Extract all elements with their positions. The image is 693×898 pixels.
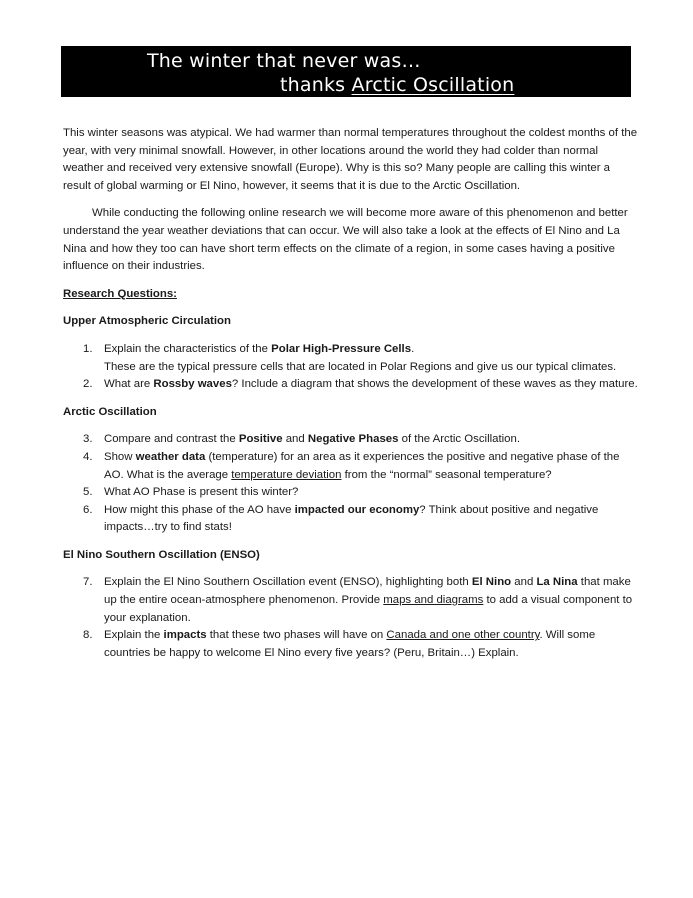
title-prefix: thanks <box>280 74 352 96</box>
question-number: 1. <box>83 342 93 355</box>
text: that these two phases will have on <box>206 629 387 642</box>
question-number: 5. <box>83 486 93 499</box>
question-number: 2. <box>83 378 93 391</box>
text: What are <box>104 378 154 391</box>
section-heading-upper-atmospheric: Upper Atmospheric Circulation <box>63 315 231 328</box>
bold-term: weather data <box>135 450 206 463</box>
question-item <box>63 431 638 449</box>
question-number: 7. <box>83 576 93 589</box>
text: What AO Phase is present this winter? <box>104 486 299 499</box>
document-body <box>63 125 638 672</box>
text: ? Think about positive and negative impacts…try to find stats! <box>104 503 599 534</box>
bold-term: Rossby waves <box>153 378 232 391</box>
question-item <box>63 341 638 376</box>
text: ? Include a diagram that shows the development of these waves as they mature. <box>231 378 638 391</box>
text: These are the typical pressure cells that are located in Polar Regions and give us our typical climates. <box>104 360 617 373</box>
title-line-2 <box>280 74 514 96</box>
text: How might this phase of the AO have <box>104 503 295 516</box>
title-line-1: The winter that never was… <box>147 50 421 72</box>
question-number: 8. <box>83 629 93 642</box>
bold-term: impacted our economy <box>294 503 420 516</box>
question-number: 4. <box>83 450 93 463</box>
text: Show <box>104 450 136 463</box>
bold-term: Positive <box>238 433 283 446</box>
text: (temperature) for an area as it experiences the positive and negative phase of the AO. What is the average <box>104 450 620 481</box>
question-list-arctic-oscillation <box>63 431 638 537</box>
text: . Will some countries be happy to welcome El Nino every five years? (Peru, Britain…) Explain. <box>104 629 596 659</box>
text: that make up the entire ocean-atmosphere phenomenon. Provide <box>104 576 631 607</box>
research-questions-heading: Research Questions: <box>63 287 177 300</box>
question-item <box>63 627 638 662</box>
section-heading-arctic-oscillation: Arctic Oscillation <box>63 405 157 418</box>
question-item <box>63 376 638 394</box>
question-item <box>63 449 638 484</box>
text: and <box>282 433 308 446</box>
text: to add a visual component to your explanation. <box>104 594 633 624</box>
question-number: 6. <box>83 503 93 516</box>
text: Compare and contrast the <box>104 433 239 446</box>
title-underlined: Arctic Oscillation <box>351 74 515 96</box>
question-item <box>63 484 638 502</box>
text: Explain the <box>104 629 164 642</box>
bold-term: La Nina <box>536 576 578 589</box>
question-list-upper-atmospheric <box>63 341 638 394</box>
bold-term: Polar High-Pressure Cells <box>271 342 412 355</box>
intro-paragraph-1: This winter seasons was atypical. We had warmer than normal temperatures throughout the coldest months of the year, with very minimal snowfall. However, in other locations around the world they had colder than normal weather and received very extensive snowfall (Europe). Why is this so? Many people are calling this winter a result of global warming or El Nino, however, it seems that it is due to the Arctic Oscillation. <box>63 127 638 192</box>
bold-term: impacts <box>163 629 207 642</box>
bold-term: El Nino <box>471 576 512 589</box>
question-item <box>63 574 638 627</box>
text: Explain the characteristics of the <box>104 342 272 355</box>
underlined-term: temperature deviation <box>231 468 342 481</box>
text: Explain the El Nino Southern Oscillation event (ENSO), highlighting both <box>104 576 472 589</box>
question-item <box>63 502 638 537</box>
question-list-enso <box>63 574 638 662</box>
question-number: 3. <box>83 433 93 446</box>
title-banner <box>61 46 631 97</box>
text: from the “normal” seasonal temperature? <box>341 468 552 481</box>
text: and <box>511 576 537 589</box>
bold-term: Negative Phases <box>307 433 399 446</box>
intro-paragraph-2: While conducting the following online research we will become more aware of this phenomenon and better understand the year weather deviations that can occur. We will also take a look at the effects of El Nino and La Nina and how they too can have short term effects on the climate of a region, in some cases having a positive influence on their industries. <box>63 207 628 273</box>
text: . <box>411 342 415 355</box>
underlined-term: maps and diagrams <box>383 594 484 607</box>
text: of the Arctic Oscillation. <box>398 433 521 446</box>
underlined-term: Canada and one other country <box>386 629 540 642</box>
section-heading-enso: El Nino Southern Oscillation (ENSO) <box>63 548 260 561</box>
